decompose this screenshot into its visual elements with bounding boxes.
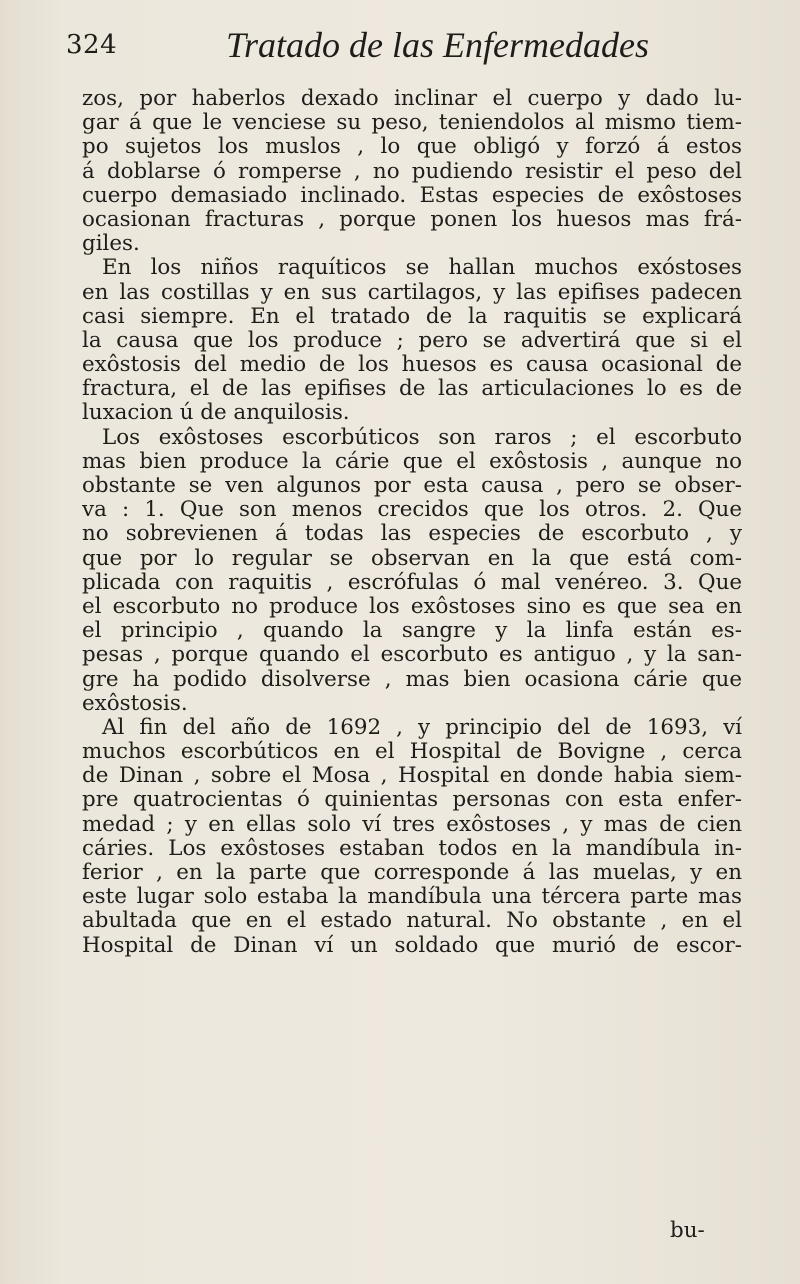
text-line: pre quatrocientas ó quinientas personas con esta enfer- — [82, 788, 742, 813]
text-line: este lugar solo estaba la mandíbula una tércera parte mas — [82, 885, 742, 910]
catchword: bu- — [670, 1218, 705, 1243]
text-line: abultada que en el estado natural. No obstante , en el — [82, 909, 742, 934]
text-line: ocasionan fracturas , porque ponen los huesos mas frá- — [82, 207, 742, 232]
text-line: cuerpo demasiado inclinado. Estas especies de exôstoses — [82, 183, 742, 208]
text-line: plicada con raquitis , escrófulas ó mal venéreo. 3. Que — [82, 570, 742, 595]
text-line: Los exôstoses escorbúticos son raros ; el escorbuto — [102, 425, 742, 450]
text-line: casi siempre. En el tratado de la raquitis se explicará — [82, 304, 742, 329]
text-line: obstante se ven algunos por esta causa , pero se obser- — [82, 474, 742, 498]
page-header — [66, 20, 746, 70]
text-line: de Dinan , sobre el Mosa , Hospital en donde habia siem- — [82, 764, 742, 789]
text-line: pesas , porque quando el escorbuto es antiguo , y la san- — [82, 643, 742, 668]
text-line: en las costillas y en sus cartilagos, y las epifises padecen — [82, 280, 742, 305]
text-line: que por lo regular se observan en la que está com- — [82, 546, 742, 571]
running-title: Tratado de las Enfermedades — [226, 25, 649, 65]
text-line: el principio , quando la sangre y la linfa están es- — [82, 619, 742, 644]
text-line: Al fin del año de 1692 , y principio del de 1693, ví — [102, 715, 742, 740]
text-line: va : 1. Que son menos crecidos que los otros. 2. Que — [82, 498, 742, 523]
text-line: Hospital de Dinan ví un soldado que murió de escor- — [82, 933, 742, 958]
text-line: giles. — [82, 232, 140, 257]
text-line: gar á que le venciese su peso, teniendolos al mismo tiem- — [82, 111, 742, 136]
text-line: el escorbuto no produce los exôstoses sino es que sea en — [82, 594, 742, 619]
text-line: la causa que los produce ; pero se advertirá que si el — [82, 328, 742, 353]
text-line: po sujetos los muslos , lo que obligó y forzó á estos — [82, 135, 742, 160]
text-line: exôstosis. — [82, 691, 188, 716]
text-line: luxacion ú de anquilosis. — [82, 401, 350, 426]
text-line: muchos escorbúticos en el Hospital de Bovigne , cerca — [82, 740, 742, 765]
body-text — [82, 87, 742, 958]
text-line: á doblarse ó romperse , no pudiendo resistir el peso del — [82, 159, 742, 184]
text-line: cáries. Los exôstoses estaban todos en la mandíbula in- — [82, 836, 742, 861]
text-line: zos, por haberlos dexado inclinar el cuerpo y dado lu- — [82, 87, 742, 111]
text-line: medad ; y en ellas solo ví tres exôstoses , y mas de cien — [82, 812, 742, 837]
text-line: mas bien produce la cárie que el exôstosis , aunque no — [82, 449, 742, 474]
page-number: 324 — [66, 30, 118, 60]
text-line: fractura, el de las epifises de las articulaciones lo es de — [82, 377, 742, 402]
text-line: ferior , en la parte que corresponde á las muelas, y en — [82, 861, 742, 885]
text-line: exôstosis del medio de los huesos es causa ocasional de — [82, 353, 742, 378]
text-line: En los niños raquíticos se hallan muchos exóstoses — [102, 256, 742, 281]
text-line: no sobrevienen á todas las especies de escorbuto , y — [82, 522, 742, 547]
text-line: gre ha podido disolverse , mas bien ocasiona cárie que — [82, 667, 742, 692]
